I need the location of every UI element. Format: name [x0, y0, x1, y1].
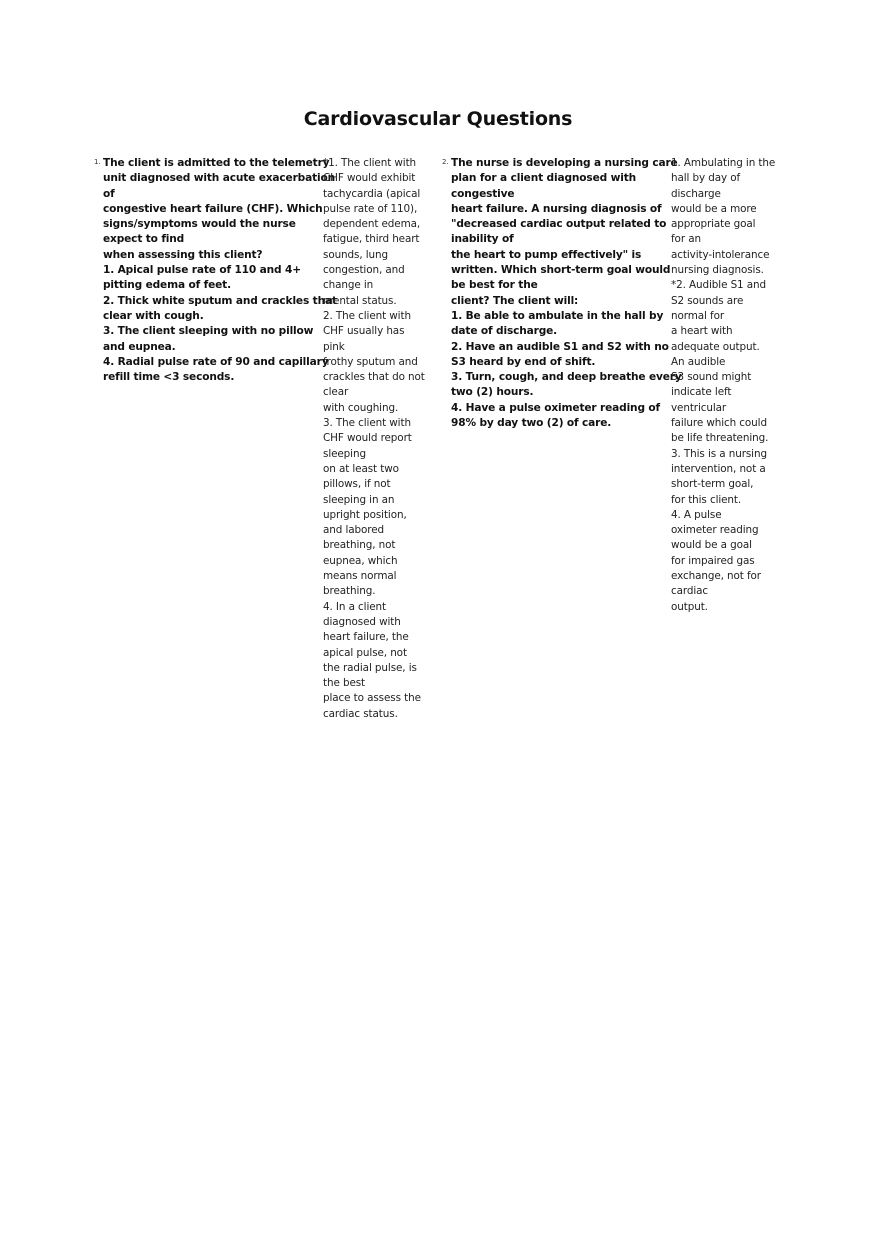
text-line: S2 sounds are [671, 294, 744, 307]
text-line: written. Which short-term goal would [451, 264, 671, 277]
text-line: normal for [671, 309, 724, 322]
text-line: appropriate goal [671, 218, 756, 231]
text-line: CHF would exhibit [323, 172, 416, 185]
answer-2-block [671, 156, 776, 615]
text-line: exchange, not for [671, 570, 761, 583]
text-line: 1. Be able to ambulate in the hall by [451, 309, 664, 322]
text-line: 98% by day two (2) of care. [451, 417, 612, 430]
text-line: when assessing this client? [103, 248, 263, 261]
text-line: be best for the [451, 279, 538, 292]
text-line: refill time <3 seconds. [103, 371, 235, 384]
text-line: indicate left [671, 386, 732, 399]
text-line: mental status. [323, 294, 397, 307]
text-line: frothy sputum and [323, 355, 418, 368]
text-line: activity-intolerance [671, 248, 770, 261]
question-2 [442, 156, 682, 431]
text-line: 1. Apical pulse rate of 110 and 4+ [103, 264, 301, 277]
text-line: CHF usually has [323, 325, 405, 338]
text-line: pink [323, 340, 345, 353]
text-line: oximeter reading [671, 524, 759, 537]
text-line: congestive heart failure (CHF). Which [103, 202, 323, 215]
text-line: for an [671, 233, 701, 246]
text-line: change in [323, 279, 374, 292]
text-line: pitting edema of feet. [103, 279, 231, 292]
text-line: 4. A pulse [671, 508, 722, 521]
text-line: would be a goal [671, 539, 752, 552]
question-number: 1. [94, 158, 101, 166]
text-line: 3. This is a nursing [671, 447, 767, 460]
text-line: be life threatening. [671, 432, 769, 445]
text-line: the best [323, 677, 366, 690]
text-line: 3. The client with [323, 417, 411, 430]
answer-2-text [671, 156, 776, 615]
text-line: congestion, and [323, 264, 405, 277]
text-line: eupnea, which [323, 554, 398, 567]
text-line: 4. In a client [323, 600, 386, 613]
text-line: sounds, lung [323, 248, 389, 261]
text-line: 3. The client sleeping with no pillow [103, 325, 314, 338]
text-line: date of discharge. [451, 325, 558, 338]
text-line: heart failure, the [323, 631, 409, 644]
text-line: congestive [451, 187, 515, 200]
text-line: would be a more [671, 202, 757, 215]
text-line: apical pulse, not [323, 646, 407, 659]
question-2-text [451, 156, 682, 431]
text-line: pulse rate of 110), [323, 202, 418, 215]
text-line: nursing diagnosis. [671, 264, 764, 277]
answer-1-text [323, 156, 433, 722]
text-line: pillows, if not [323, 478, 391, 491]
text-line: output. [671, 600, 708, 613]
text-line: 1. Ambulating in the [671, 157, 776, 169]
text-line: 2. Have an audible S1 and S2 with no [451, 340, 669, 353]
text-line: unit diagnosed with acute exacerbation [103, 172, 336, 185]
text-line: plan for a client diagnosed with [451, 172, 637, 185]
text-line: sleeping [323, 447, 366, 460]
text-line: discharge [671, 187, 721, 200]
text-line: *2. Audible S1 and [671, 279, 767, 292]
text-line: adequate output. [671, 340, 760, 353]
text-line: 3. Turn, cough, and deep breathe every [451, 371, 682, 384]
page-title: Cardiovascular Questions [303, 108, 573, 130]
text-line: the heart to pump effectively" is [451, 248, 642, 261]
text-line: S3 sound might [671, 371, 752, 384]
text-line: upright position, [323, 508, 407, 521]
text-line: crackles that do not [323, 371, 425, 384]
text-line: fatigue, third heart [323, 233, 420, 246]
text-line: cardiac status. [323, 707, 398, 720]
text-line: client? The client will: [451, 294, 579, 307]
text-line: The nurse is developing a nursing care [451, 157, 678, 169]
text-line: signs/symptoms would the nurse [103, 218, 296, 231]
text-line: clear [323, 386, 349, 399]
text-line: ventricular [671, 401, 727, 414]
text-line: the radial pulse, is [323, 661, 417, 674]
text-line: 2. Thick white sputum and crackles that [103, 294, 337, 307]
question-2-block [442, 156, 682, 431]
text-line: 2. The client with [323, 309, 411, 322]
text-line: with coughing. [323, 401, 399, 414]
text-line: 4. Radial pulse rate of 90 and capillary [103, 355, 329, 368]
text-line: CHF would report [323, 432, 412, 445]
text-line: for this client. [671, 493, 742, 506]
text-line: means normal [323, 570, 397, 583]
text-line: dependent edema, [323, 218, 421, 231]
text-line: and eupnea. [103, 340, 176, 353]
text-line: two (2) hours. [451, 386, 534, 399]
text-line: a heart with [671, 325, 733, 338]
text-line: An audible [671, 355, 726, 368]
text-line: breathing, not [323, 539, 396, 552]
text-line: place to assess the [323, 692, 421, 705]
text-line: 4. Have a pulse oximeter reading of [451, 401, 660, 414]
text-line: diagnosed with [323, 615, 401, 628]
text-line: S3 heard by end of shift. [451, 355, 596, 368]
text-line: heart failure. A nursing diagnosis of [451, 202, 662, 215]
text-line: expect to find [103, 233, 185, 246]
text-line: "decreased cardiac output related to [451, 218, 667, 231]
text-line: for impaired gas [671, 554, 755, 567]
text-line: *1. The client with [323, 157, 417, 169]
text-line: intervention, not a [671, 462, 766, 475]
text-line: breathing. [323, 585, 376, 598]
text-line: tachycardia (apical [323, 187, 421, 200]
text-line: The client is admitted to the telemetry [103, 157, 330, 169]
text-line: clear with cough. [103, 309, 204, 322]
question-number: 2. [442, 158, 449, 166]
text-line: cardiac [671, 585, 709, 598]
text-line: inability of [451, 233, 514, 246]
text-line: and labored [323, 524, 384, 537]
answer-1-block [323, 156, 433, 722]
text-line: of [103, 187, 115, 200]
text-line: hall by day of [671, 172, 741, 185]
text-line: sleeping in an [323, 493, 395, 506]
text-line: on at least two [323, 462, 399, 475]
text-line: short-term goal, [671, 478, 754, 491]
text-line: failure which could [671, 417, 767, 430]
